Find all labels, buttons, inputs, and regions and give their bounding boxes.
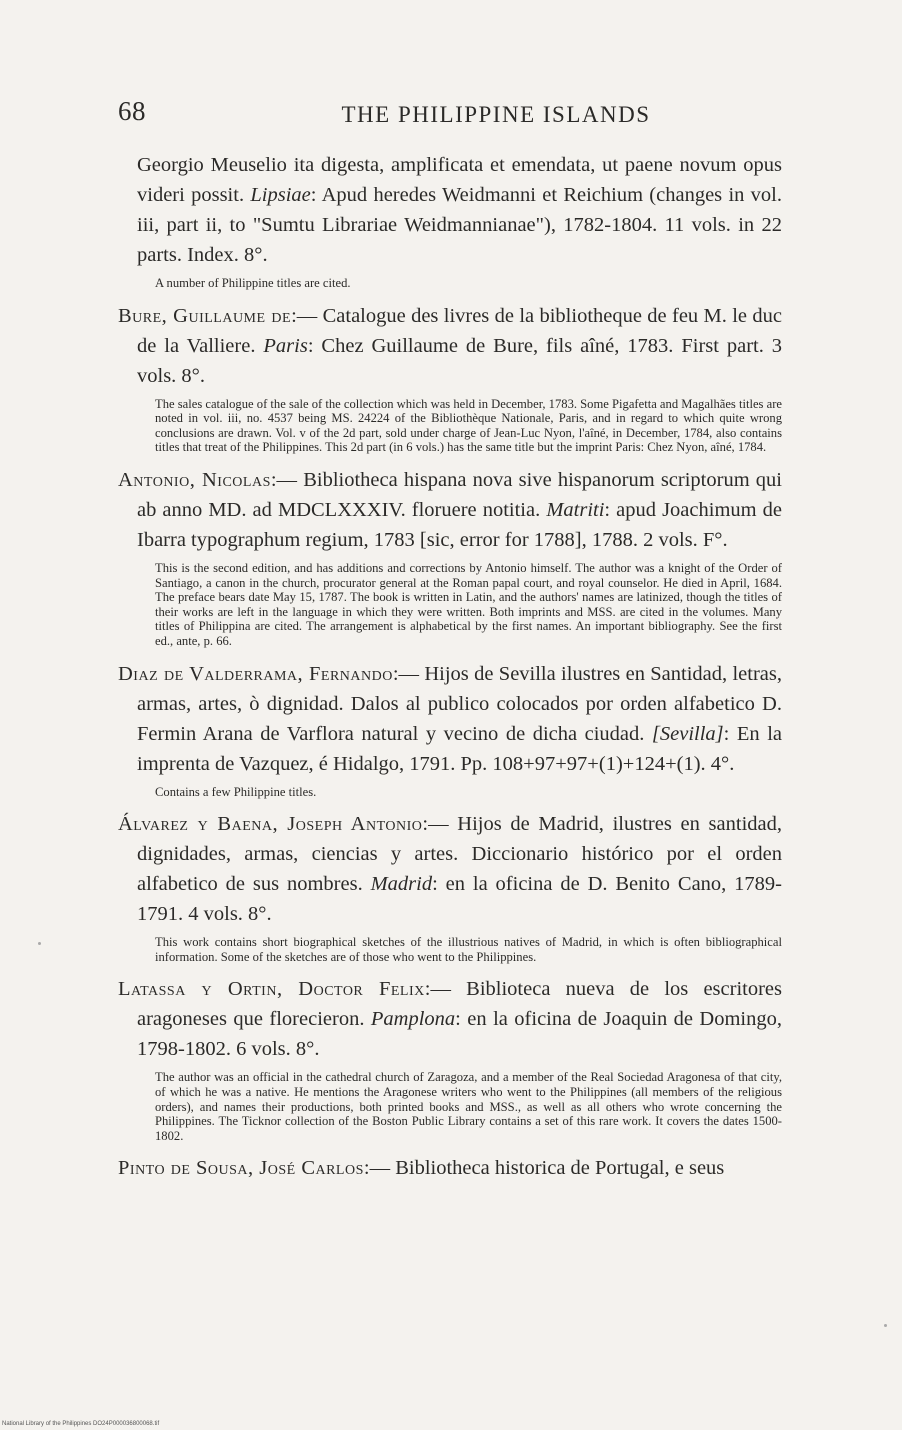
entry-author: Latassa y Ortin, Doctor Felix xyxy=(118,978,425,1001)
entry-text: Georgio Meuselio ita digesta, amplificata et emendata, ut paene novum opus videri possit. xyxy=(137,154,782,206)
entry-text: : en la oficina de D. Benito Cano, 1789-1791. 4 vols. 8°. xyxy=(137,873,783,926)
page-number: 68 xyxy=(118,96,146,126)
entry-text: : Apud heredes Weidmanni et Reichium (changes in vol. iii, part ii, to "Sumtu Librariae Weidmannianae"), 1782-1804. 11 vols. in 22 parts. Index. 8°. xyxy=(137,184,782,266)
imprint-place: Matriti xyxy=(546,498,605,521)
bibliography-entry xyxy=(118,809,782,929)
scan-credit: National Library of the Philippines DO24P000036800068.tif xyxy=(2,1421,160,1427)
entry-text: : En la imprenta de Vazquez, é Hidalgo, 1791. Pp. 108+97+97+(1)+124+(1). 4°. xyxy=(137,722,782,775)
entry-note: A number of Philippine titles are cited. xyxy=(155,276,351,290)
imprint-place: Pamplona xyxy=(370,1008,456,1031)
bibliography-entry xyxy=(118,659,782,779)
entry-text: :— Hijos de Sevilla ilustres en Santidad, letras, armas, artes, ò dignidad. Dalos al publico colocados por orden alfabetico D. Fermin Arana de Varflora natural y vecino de dicha ciudad. xyxy=(137,662,782,745)
running-title-text: THE PHILIPPINE ISLANDS xyxy=(341,102,651,127)
imprint-place: [Sevilla] xyxy=(651,722,724,745)
paper-speck xyxy=(38,942,41,945)
entry-text: : en la oficina de Joaquin de Domingo, 1798-1802. 6 vols. 8°. xyxy=(137,1008,782,1061)
entry-author: Bure, Guillaume de xyxy=(118,304,292,327)
entry-note: Contains a few Philippine titles. xyxy=(155,784,317,799)
bibliography-entry xyxy=(118,1153,782,1183)
imprint-place: Madrid xyxy=(370,873,433,896)
paper-speck xyxy=(884,1324,887,1327)
bibliography-entry xyxy=(118,301,782,391)
page-body xyxy=(118,150,782,1183)
imprint-place: Paris xyxy=(263,334,308,357)
entry-author: Antonio, Nicolas xyxy=(118,468,271,491)
entry-text: :— Bibliotheca hispana nova sive hispanorum scriptorum qui ab anno MD. ad MDCLXXXIV. floruere notitia. xyxy=(137,468,782,521)
running-title xyxy=(0,102,902,128)
entry-author: Álvarez y Baena, Joseph Antonio xyxy=(118,813,423,836)
entry-text: :— Hijos de Madrid, ilustres en santidad, dignidades, armas, ciencias y artes. Diccionario histórico por el orden alfabetico de sus nombres. xyxy=(137,813,782,896)
bibliography-entry xyxy=(118,974,782,1064)
entry-text: : apud Joachimum de Ibarra typographum regium, 1783 [sic, error for 1788], 1788. 2 vols. F°. xyxy=(137,498,783,551)
entry-note: This is the second edition, and has additions and corrections by Antonio himself. The author was a knight of the Order of Santiago, a canon in the church, procurator general at the Roman papal court, and royal counselor. He died in April, 1684. The preface bears date May 15, 1787. The book is written in Latin, and the authors' names are latinized, though the titles of their works are left in the language in which they were written. Both imprints and MSS. are cited in the volumes. Many titles of Philippina are cited. The arrangement is alphabetical by the first names. An important bibliography. See the first ed., ante, p. 66. xyxy=(155,560,782,648)
entry-text: :— Bibliotheca historica de Portugal, e seus xyxy=(363,1157,725,1180)
entry-note: The author was an official in the cathedral church of Zaragoza, and a member of the Real Sociedad Aragonesa of that city, of which he was a native. He mentions the Aragonese writers who went to the Philippines (all members of the religious orders), and names their productions, both printed books and MSS., as well as all others who wrote concerning the Philippines. The Ticknor collection of the Boston Public Library contains a set of this rare work. It covers the dates 1500-1802. xyxy=(155,1070,782,1143)
entry-author: Pinto de Sousa, José Carlos xyxy=(118,1157,364,1180)
entry-author: Diaz de Valderrama, Fernando xyxy=(118,662,393,685)
entry-text: : Chez Guillaume de Bure, fils aîné, 1783. First part. 3 vols. 8°. xyxy=(137,334,783,387)
entry-text: :— Biblioteca nueva de los escritores aragoneses que florecieron. xyxy=(137,978,782,1031)
bibliography-entry xyxy=(118,465,782,555)
continuation-entry xyxy=(118,150,782,270)
entry-note: The sales catalogue of the sale of the collection which was held in December, 1783. Some Pigafetta and Magalhães titles are noted in vol. iii, no. 4537 being MS. 24224 of the Bibliothèque Nationale, Paris, and in regard to which quite wrong conclusions are drawn. Vol. v of the 2d part, sold under charge of Jean-Luc Nyon, l'aîné, in December, 1784, also contains titles that treat of the Philippines. This 2d part (in 6 vols.) has the same title but the imprint Paris: Chez Nyon, aîné, 1784. xyxy=(155,396,782,455)
imprint-place: Lipsiae xyxy=(250,184,311,206)
entry-text: :— Catalogue des livres de la bibliotheque de feu M. le duc de la Valliere. xyxy=(137,304,782,357)
entry-note: This work contains short biographical sketches of the illustrious natives of Madrid, in which is often bibliographical information. Some of the sketches are of those who went to the Philippines. xyxy=(155,935,782,964)
